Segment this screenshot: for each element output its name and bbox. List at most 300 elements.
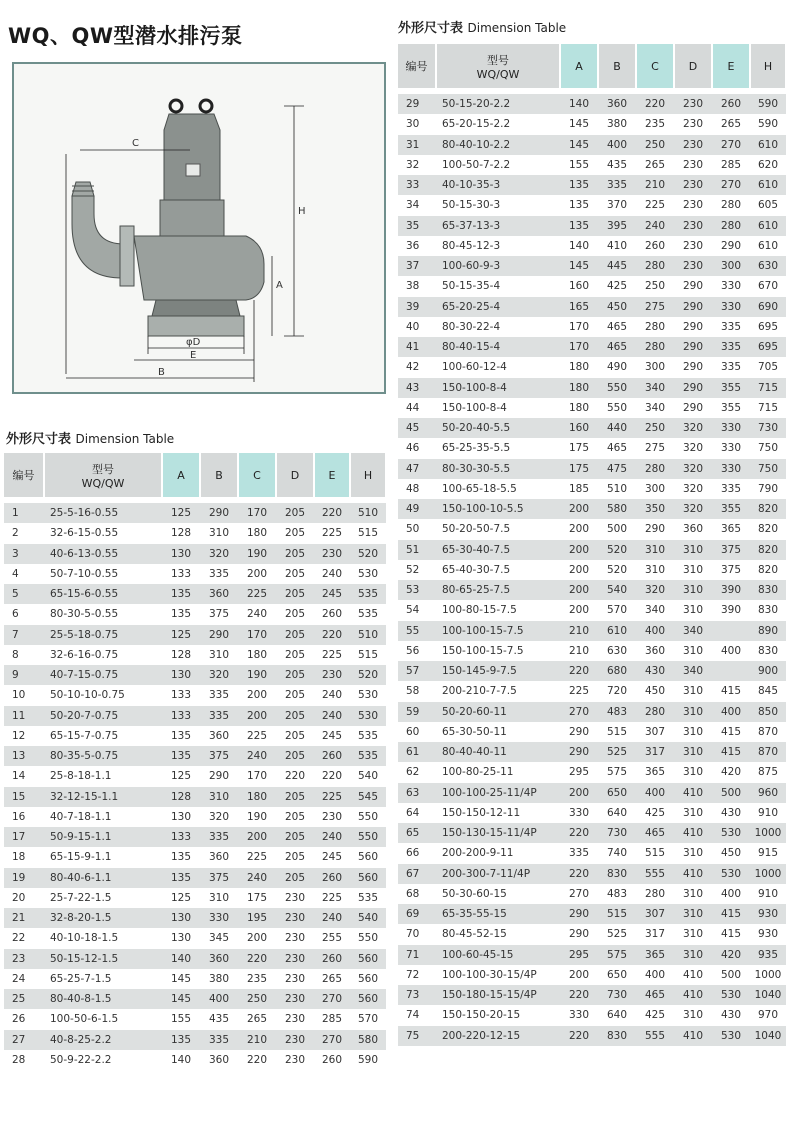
- cell-no: 41: [398, 337, 436, 357]
- cell-b: 483: [598, 702, 636, 722]
- cell-model: 100-80-15-7.5: [436, 600, 560, 620]
- cell-c: 260: [636, 236, 674, 256]
- cell-c: 300: [636, 357, 674, 377]
- table-row: [4, 1030, 386, 1050]
- cell-d: 310: [674, 884, 712, 904]
- cell-no: 21: [4, 908, 44, 928]
- cell-h: 705: [750, 357, 786, 377]
- table-row: [398, 195, 786, 215]
- cell-no: 33: [398, 175, 436, 195]
- cell-e: 220: [314, 766, 350, 786]
- cell-b: 320: [200, 544, 238, 564]
- cell-a: 160: [560, 418, 598, 438]
- cell-a: 135: [162, 1030, 200, 1050]
- cell-d: 410: [674, 864, 712, 884]
- cell-b: 580: [598, 499, 636, 519]
- cell-e: 225: [314, 523, 350, 543]
- cell-no: 63: [398, 783, 436, 803]
- cell-h: 530: [350, 685, 386, 705]
- cell-no: 39: [398, 297, 436, 317]
- cell-a: 175: [560, 438, 598, 458]
- cell-e: 365: [712, 519, 750, 539]
- table-row: [398, 621, 786, 641]
- cell-a: 145: [560, 114, 598, 134]
- cell-c: 365: [636, 945, 674, 965]
- cell-no: 69: [398, 904, 436, 924]
- cell-model: 40-8-25-2.2: [44, 1030, 162, 1050]
- cell-b: 310: [200, 645, 238, 665]
- cell-e: 415: [712, 742, 750, 762]
- cell-c: 275: [636, 438, 674, 458]
- cell-c: 250: [636, 135, 674, 155]
- cell-model: 65-37-13-3: [436, 216, 560, 236]
- cell-c: 170: [238, 503, 276, 523]
- cell-e: 240: [314, 827, 350, 847]
- cell-c: 225: [238, 847, 276, 867]
- cell-h: 1040: [750, 985, 786, 1005]
- table-row: [398, 661, 786, 681]
- header-b: B: [200, 453, 238, 497]
- cell-model: 65-30-40-7.5: [436, 540, 560, 560]
- cell-e: 265: [314, 969, 350, 989]
- cell-c: 465: [636, 823, 674, 843]
- cell-b: 483: [598, 884, 636, 904]
- cell-c: 265: [636, 155, 674, 175]
- cell-d: 205: [276, 847, 314, 867]
- cell-h: 970: [750, 1005, 786, 1025]
- cell-d: 290: [674, 378, 712, 398]
- cell-e: 330: [712, 438, 750, 458]
- cell-h: 890: [750, 621, 786, 641]
- cell-h: 590: [750, 114, 786, 134]
- table-row: [398, 236, 786, 256]
- cell-no: 58: [398, 681, 436, 701]
- cell-d: 230: [674, 135, 712, 155]
- cell-model: 40-10-18-1.5: [44, 928, 162, 948]
- cell-b: 490: [598, 357, 636, 377]
- cell-c: 515: [636, 843, 674, 863]
- cell-d: 310: [674, 924, 712, 944]
- header-h: H: [350, 453, 386, 497]
- cell-e: 290: [712, 236, 750, 256]
- table-row: [4, 888, 386, 908]
- cell-a: 185: [560, 479, 598, 499]
- cell-c: 225: [238, 584, 276, 604]
- cell-d: 205: [276, 827, 314, 847]
- cell-model: 32-6-15-0.55: [44, 523, 162, 543]
- table-row: [398, 681, 786, 701]
- header-no: 编号: [4, 453, 44, 497]
- label-c: C: [132, 138, 139, 149]
- cell-b: 290: [200, 503, 238, 523]
- cell-d: 410: [674, 1026, 712, 1046]
- cell-e: 390: [712, 600, 750, 620]
- cell-h: 530: [350, 706, 386, 726]
- cell-no: 20: [4, 888, 44, 908]
- table-row: [398, 560, 786, 580]
- cell-model: 80-40-15-4: [436, 337, 560, 357]
- cell-no: 72: [398, 965, 436, 985]
- cell-c: 250: [636, 418, 674, 438]
- cell-a: 145: [560, 256, 598, 276]
- cell-c: 425: [636, 803, 674, 823]
- cell-model: 150-100-8-4: [436, 378, 560, 398]
- cell-no: 47: [398, 459, 436, 479]
- cell-d: 310: [674, 1005, 712, 1025]
- cell-e: 415: [712, 904, 750, 924]
- cell-b: 375: [200, 868, 238, 888]
- cell-model: 50-9-22-2.2: [44, 1050, 162, 1070]
- cell-e: 335: [712, 357, 750, 377]
- cell-e: [712, 621, 750, 641]
- cell-d: 230: [674, 216, 712, 236]
- cell-a: 200: [560, 499, 598, 519]
- cell-a: 295: [560, 762, 598, 782]
- cell-model: 65-40-30-7.5: [436, 560, 560, 580]
- table-row: [398, 884, 786, 904]
- cell-e: 300: [712, 256, 750, 276]
- cell-h: 535: [350, 726, 386, 746]
- cell-b: 650: [598, 965, 636, 985]
- table-row: [4, 645, 386, 665]
- cell-d: 290: [674, 337, 712, 357]
- cell-no: 65: [398, 823, 436, 843]
- cell-e: 530: [712, 1026, 750, 1046]
- cell-no: 37: [398, 256, 436, 276]
- cell-no: 46: [398, 438, 436, 458]
- cell-b: 310: [200, 787, 238, 807]
- cell-c: 430: [636, 661, 674, 681]
- cell-no: 8: [4, 645, 44, 665]
- cell-h: 870: [750, 742, 786, 762]
- cell-d: 310: [674, 641, 712, 661]
- cell-b: 500: [598, 519, 636, 539]
- cell-d: 230: [674, 236, 712, 256]
- table-row: [4, 503, 386, 523]
- cell-h: 870: [750, 722, 786, 742]
- cell-b: 730: [598, 823, 636, 843]
- table-row: [398, 540, 786, 560]
- cell-no: 45: [398, 418, 436, 438]
- cell-d: 205: [276, 706, 314, 726]
- table-row: [398, 580, 786, 600]
- cell-c: 250: [238, 989, 276, 1009]
- table-row: [398, 1026, 786, 1046]
- cell-model: 80-65-25-7.5: [436, 580, 560, 600]
- cell-a: 135: [162, 604, 200, 624]
- cell-model: 50-20-40-5.5: [436, 418, 560, 438]
- cell-b: 540: [598, 580, 636, 600]
- cell-h: 510: [350, 503, 386, 523]
- cell-e: [712, 661, 750, 681]
- cell-a: 130: [162, 928, 200, 948]
- cell-h: 1000: [750, 823, 786, 843]
- cell-e: 220: [314, 625, 350, 645]
- cell-c: 235: [636, 114, 674, 134]
- table-row: [4, 787, 386, 807]
- cell-d: 410: [674, 783, 712, 803]
- label-h: H: [298, 206, 306, 217]
- cell-c: 275: [636, 297, 674, 317]
- cell-model: 100-65-18-5.5: [436, 479, 560, 499]
- cell-model: 100-60-45-15: [436, 945, 560, 965]
- cell-b: 550: [598, 378, 636, 398]
- table-row: [398, 276, 786, 296]
- cell-h: 730: [750, 418, 786, 438]
- cell-model: 25-5-16-0.55: [44, 503, 162, 523]
- cell-no: 17: [4, 827, 44, 847]
- left-table-title: [6, 428, 174, 447]
- cell-b: 450: [598, 297, 636, 317]
- cell-c: 280: [636, 317, 674, 337]
- cell-b: 290: [200, 766, 238, 786]
- cell-h: 670: [750, 276, 786, 296]
- cell-model: 50-30-60-15: [436, 884, 560, 904]
- table-row: [398, 378, 786, 398]
- cell-d: 205: [276, 787, 314, 807]
- cell-h: 715: [750, 378, 786, 398]
- cell-no: 64: [398, 803, 436, 823]
- cell-model: 50-15-12-1.5: [44, 949, 162, 969]
- cell-h: 935: [750, 945, 786, 965]
- cell-c: 400: [636, 621, 674, 641]
- cell-a: 220: [560, 985, 598, 1005]
- cell-e: 330: [712, 418, 750, 438]
- cell-d: 310: [674, 560, 712, 580]
- table-row: [4, 544, 386, 564]
- cell-model: 150-145-9-7.5: [436, 661, 560, 681]
- cell-h: 820: [750, 540, 786, 560]
- cell-c: 450: [636, 681, 674, 701]
- table-row: [4, 949, 386, 969]
- table-row: [4, 807, 386, 827]
- cell-model: 65-20-25-4: [436, 297, 560, 317]
- cell-no: 7: [4, 625, 44, 645]
- header-d: D: [674, 44, 712, 88]
- table-row: [398, 297, 786, 317]
- cell-a: 128: [162, 523, 200, 543]
- cell-d: 205: [276, 584, 314, 604]
- cell-h: 550: [350, 807, 386, 827]
- cell-model: 32-12-15-1.1: [44, 787, 162, 807]
- cell-d: 410: [674, 823, 712, 843]
- table-row: [398, 965, 786, 985]
- pump-diagram: [12, 62, 386, 394]
- cell-h: 930: [750, 924, 786, 944]
- cell-h: 535: [350, 604, 386, 624]
- table-row: [398, 823, 786, 843]
- cell-c: 200: [238, 564, 276, 584]
- cell-d: 230: [276, 949, 314, 969]
- cell-h: 830: [750, 641, 786, 661]
- cell-a: 133: [162, 706, 200, 726]
- cell-b: 310: [200, 888, 238, 908]
- cell-model: 65-20-15-2.2: [436, 114, 560, 134]
- cell-no: 31: [398, 135, 436, 155]
- cell-c: 220: [238, 949, 276, 969]
- table-row: [398, 459, 786, 479]
- cell-d: 340: [674, 621, 712, 641]
- cell-c: 280: [636, 256, 674, 276]
- cell-a: 125: [162, 766, 200, 786]
- cell-model: 150-100-10-5.5: [436, 499, 560, 519]
- cell-e: 530: [712, 864, 750, 884]
- cell-b: 320: [200, 807, 238, 827]
- cell-b: 435: [200, 1009, 238, 1029]
- table-row: [398, 499, 786, 519]
- cell-e: 255: [314, 928, 350, 948]
- cell-model: 65-15-6-0.55: [44, 584, 162, 604]
- cell-d: 230: [276, 888, 314, 908]
- cell-b: 510: [598, 479, 636, 499]
- cell-b: 440: [598, 418, 636, 438]
- table-row: [398, 803, 786, 823]
- cell-c: 317: [636, 742, 674, 762]
- cell-e: 415: [712, 681, 750, 701]
- cell-no: 52: [398, 560, 436, 580]
- cell-h: 515: [350, 523, 386, 543]
- cell-c: 195: [238, 908, 276, 928]
- cell-no: 24: [4, 969, 44, 989]
- cell-b: 335: [200, 827, 238, 847]
- table-row: [4, 847, 386, 867]
- cell-c: 180: [238, 787, 276, 807]
- cell-e: 265: [712, 114, 750, 134]
- cell-model: 100-100-15-7.5: [436, 621, 560, 641]
- cell-a: 270: [560, 702, 598, 722]
- cell-h: 530: [350, 564, 386, 584]
- label-e: E: [190, 350, 197, 361]
- cell-d: 205: [276, 726, 314, 746]
- cell-a: 135: [560, 216, 598, 236]
- cell-model: 80-35-5-0.75: [44, 746, 162, 766]
- cell-model: 80-40-8-1.5: [44, 989, 162, 1009]
- cell-e: 430: [712, 803, 750, 823]
- cell-b: 515: [598, 722, 636, 742]
- cell-b: 310: [200, 523, 238, 543]
- page-title: WQ、QW型潜水排污泵: [8, 24, 243, 48]
- cell-model: 150-150-12-11: [436, 803, 560, 823]
- cell-d: 310: [674, 945, 712, 965]
- header-model-en: WQ/QW: [476, 67, 520, 81]
- cell-d: 310: [674, 904, 712, 924]
- table-row: [398, 985, 786, 1005]
- cell-no: 12: [4, 726, 44, 746]
- cell-a: 135: [162, 746, 200, 766]
- cell-e: 220: [314, 503, 350, 523]
- cell-h: 915: [750, 843, 786, 863]
- cell-a: 125: [162, 503, 200, 523]
- cell-a: 135: [560, 175, 598, 195]
- header-e: E: [712, 44, 750, 88]
- cell-e: 260: [314, 604, 350, 624]
- cell-e: 330: [712, 297, 750, 317]
- cell-no: 16: [4, 807, 44, 827]
- table-row: [398, 864, 786, 884]
- cell-model: 65-35-55-15: [436, 904, 560, 924]
- header-c: C: [238, 453, 276, 497]
- table-row: [4, 625, 386, 645]
- cell-c: 280: [636, 702, 674, 722]
- cell-no: 35: [398, 216, 436, 236]
- cell-b: 575: [598, 762, 636, 782]
- cell-d: 340: [674, 661, 712, 681]
- cell-c: 300: [636, 479, 674, 499]
- table-row: [4, 746, 386, 766]
- cell-no: 62: [398, 762, 436, 782]
- cell-e: 285: [314, 1009, 350, 1029]
- cell-model: 65-25-35-5.5: [436, 438, 560, 458]
- table-row: [4, 706, 386, 726]
- cell-e: 500: [712, 965, 750, 985]
- cell-d: 290: [674, 357, 712, 377]
- cell-e: 355: [712, 378, 750, 398]
- cell-b: 475: [598, 459, 636, 479]
- cell-c: 225: [636, 195, 674, 215]
- cell-a: 335: [560, 843, 598, 863]
- cell-e: 260: [314, 949, 350, 969]
- table-row: [398, 114, 786, 134]
- cell-e: 420: [712, 762, 750, 782]
- cell-h: 695: [750, 337, 786, 357]
- cell-c: 307: [636, 904, 674, 924]
- table-row: [398, 438, 786, 458]
- cell-h: 820: [750, 519, 786, 539]
- cell-h: 560: [350, 989, 386, 1009]
- cell-model: 100-100-30-15/4P: [436, 965, 560, 985]
- table-row: [398, 519, 786, 539]
- cell-a: 200: [560, 540, 598, 560]
- cell-h: 550: [350, 928, 386, 948]
- cell-h: 715: [750, 398, 786, 418]
- header-c: C: [636, 44, 674, 88]
- cell-model: 80-30-30-5.5: [436, 459, 560, 479]
- cell-d: 320: [674, 479, 712, 499]
- table-row: [4, 969, 386, 989]
- cell-d: 310: [674, 742, 712, 762]
- table-row: [398, 135, 786, 155]
- cell-no: 1: [4, 503, 44, 523]
- cell-e: 415: [712, 722, 750, 742]
- cell-a: 145: [162, 989, 200, 1009]
- cell-c: 190: [238, 544, 276, 564]
- cell-c: 240: [636, 216, 674, 236]
- table-row: [398, 398, 786, 418]
- cell-model: 80-45-52-15: [436, 924, 560, 944]
- cell-b: 400: [598, 135, 636, 155]
- cell-b: 330: [200, 908, 238, 928]
- cell-a: 133: [162, 685, 200, 705]
- cell-no: 29: [398, 94, 436, 114]
- cell-h: 930: [750, 904, 786, 924]
- cell-h: 1000: [750, 965, 786, 985]
- cell-c: 317: [636, 924, 674, 944]
- cell-h: 620: [750, 155, 786, 175]
- cell-no: 5: [4, 584, 44, 604]
- cell-no: 26: [4, 1009, 44, 1029]
- table-header-row: [4, 453, 386, 497]
- cell-h: 535: [350, 584, 386, 604]
- cell-model: 150-180-15-15/4P: [436, 985, 560, 1005]
- cell-e: 500: [712, 783, 750, 803]
- cell-c: 340: [636, 398, 674, 418]
- cell-e: 330: [712, 459, 750, 479]
- cell-b: 640: [598, 1005, 636, 1025]
- cell-model: 32-6-16-0.75: [44, 645, 162, 665]
- table-row: [4, 584, 386, 604]
- cell-model: 65-30-50-11: [436, 722, 560, 742]
- cell-h: 590: [350, 1050, 386, 1070]
